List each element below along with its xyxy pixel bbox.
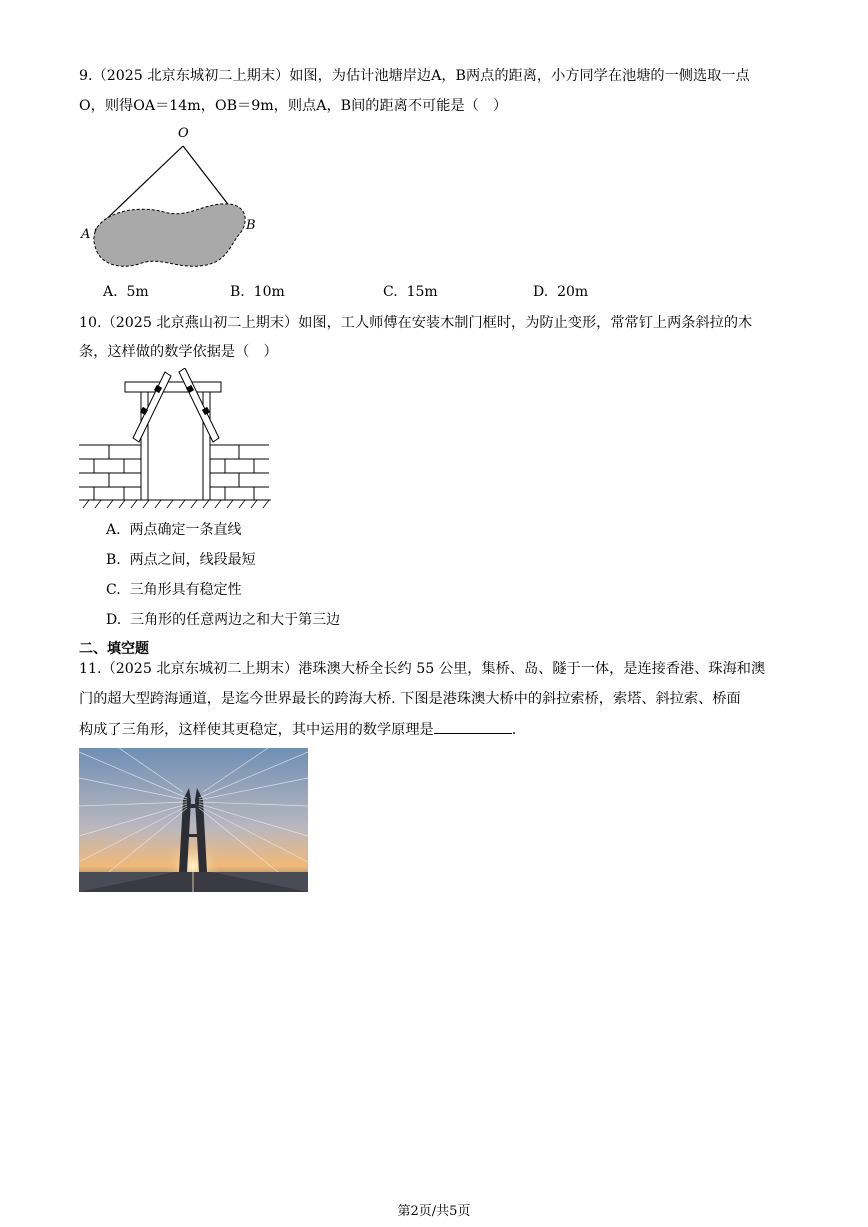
q9-stem-line1: 9.（2025 北京东城初二上期末）如图，为估计池塘岸边A，B两点的距离，小方同学在池塘的一侧选取一点: [79, 68, 750, 84]
q11-bridge-photo: [79, 748, 308, 892]
page-footer: 第2页/共5页: [397, 1204, 471, 1219]
q11-stem-line3: 构成了三角形，这样使其更稳定，其中运用的数学原理是 .: [79, 719, 516, 740]
q10-stem-line1: 10.（2025 北京燕山初二上期末）如图，工人师傅在安装木制门框时，为防止变形，常常钉上两条斜拉的木: [79, 315, 753, 331]
q11-stem-line2: 门的超大型跨海通道，是迄今世界最长的跨海大桥. 下图是港珠澳大桥中的斜拉索桥，索塔、斜拉索、桥面: [79, 691, 741, 707]
q9-option-c[interactable]: C. 15m: [383, 284, 438, 300]
q9-label-o: O: [178, 126, 189, 141]
q11-stem-line1: 11.（2025 北京东城初二上期末）港珠澳大桥全长约 55 公里，集桥、岛、隧于一体，是连接香港、珠海和澳: [79, 661, 766, 677]
q10-door-frame-figure: [79, 368, 273, 508]
q10-option-b[interactable]: B. 两点之间，线段最短: [106, 552, 256, 568]
q9-stem-line2: O，则得OA＝14m，OB＝9m，则点A，B间的距离不可能是（ ）: [79, 98, 508, 114]
q11-answer-blank[interactable]: [434, 719, 512, 734]
q9-label-a: A: [81, 227, 91, 242]
q10-option-c[interactable]: C. 三角形具有稳定性: [106, 582, 242, 598]
q10-option-a[interactable]: A. 两点确定一条直线: [106, 522, 242, 538]
q9-option-a[interactable]: A. 5m: [103, 284, 149, 300]
q9-option-b[interactable]: B. 10m: [230, 284, 285, 300]
q9-option-d[interactable]: D. 20m: [533, 284, 589, 300]
section-title-fill-in: 二、填空题: [79, 641, 149, 657]
q9-label-b: B: [246, 218, 256, 233]
q10-option-d[interactable]: D. 三角形的任意两边之和大于第三边: [106, 612, 341, 628]
q10-stem-line2: 条，这样做的数学依据是（ ）: [79, 344, 278, 360]
q9-pond-figure: [79, 124, 269, 274]
